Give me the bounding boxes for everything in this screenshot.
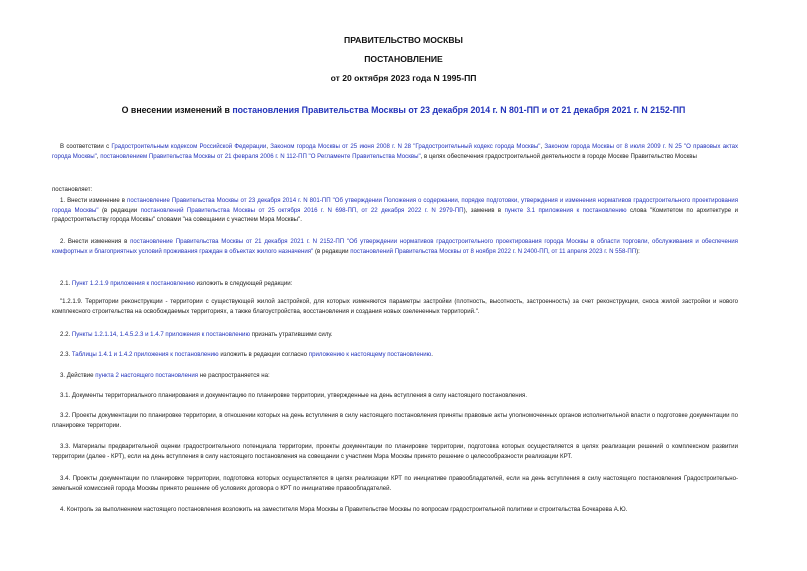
item-2-paragraph: [52, 237, 738, 256]
item-3-3-paragraph: 3.3. Материалы предварительной оценки градостроительного потенциала территории, проекты документации по планировке территории, подготовка которых осуществляется в целях реализации решений о комплексном развитии территории (далее - КРТ), если на день вступления в силу настоящего постановления на совещании с участием Мэра Москвы принято решение о целесообразности реализации КРТ.: [52, 443, 738, 460]
item-2-3-text-2: изложить в редакции согласно: [218, 351, 309, 358]
item-3-text-1: 3. Действие: [60, 372, 96, 379]
link-legal-acts-law[interactable]: Законом города Москвы от 8 июля 2009 г. N 25 "О правовых актах города Москвы": [52, 143, 738, 160]
preamble-text-5: , в целях обеспечения градостроительной деятельности в городе Москве Правительство Москвы: [420, 152, 697, 160]
link-clause-1-2-1-9[interactable]: Пункт 1.2.1.9 приложения к постановлению: [71, 280, 195, 287]
item-3-text-2: не распространяется на:: [198, 372, 270, 379]
item-3-1-paragraph: 3.1. Документы территориального планирования и документацию по планировке территории, утвержденные на день вступления в силу настоящего постановления.: [60, 392, 528, 399]
item-2-3-text-1: 2.3.: [60, 351, 72, 358]
item-3-paragraph: [52, 371, 738, 381]
item-2-2-text-2: признать утратившими силу.: [250, 331, 333, 338]
item-2-1-paragraph: [52, 279, 738, 289]
decrees-line: постановляет:: [52, 186, 93, 193]
link-grad-code-rf[interactable]: Градостроительным кодексом Российской Федерации: [111, 143, 267, 150]
preamble-text-1: В соответствии с: [60, 143, 112, 150]
link-clause-3-1[interactable]: пункте 3.1 приложения к постановлению: [504, 206, 627, 214]
date-number-heading: от 20 октября 2023 года N 1995-ПП: [330, 73, 477, 83]
item-2-1-text-2: изложить в следующей редакции:: [194, 280, 293, 287]
item-2-2-paragraph: [52, 330, 738, 340]
item-3-4-paragraph: 3.4. Проекты документации по планировке территории, подготовка которых осуществляется в целях реализации КРТ по инициативе правообладателей, если на день вступления в силу настоящего постановления Градостроительно-земельной комиссией города Москвы принято решение об условиях договора о КРТ по инициативе правообладателей.: [52, 475, 738, 492]
item-3-2-paragraph: 3.2. Проекты документации по планировке территории, в отношении которых на день вступления в силу настоящего постановления приняты правовые акты уполномоченных органов исполнительной власти о подготовке документации по планировке территории.: [52, 412, 738, 429]
item-1-text-2: (в редакции: [98, 206, 141, 214]
link-decree-801[interactable]: постановление Правительства Москвы от 23 декабря 2014 г. N 801-ПП "Об утверждении Положения о содержании, порядке подготовки, утверждения и изменения нормативов градостроительного проектирования города Москвы": [52, 197, 738, 214]
item-2-2-text-1: 2.2.: [60, 331, 72, 338]
link-appendix[interactable]: приложению к настоящему постановлению: [308, 351, 432, 358]
title-link[interactable]: постановления Правительства Москвы от 23 декабря 2014 г. N 801-ПП и от 21 декабря 2021 г. N 2152-ПП: [232, 105, 686, 115]
link-decrees-698-2979[interactable]: постановлений Правительства Москвы от 25 октября 2016 г. N 698-ПП, от 22 декабря 2022 г. N 2979-ПП: [140, 206, 464, 214]
title-text: О внесении изменений в: [121, 105, 233, 115]
item-4-paragraph: 4. Контроль за выполнением настоящего постановления возложить на заместителя Мэра Москвы в Правительстве Москвы по вопросам градостроительной политики и строительства Бочкарева А.Ю.: [60, 506, 628, 513]
item-2-1-text-1: 2.1.: [60, 280, 72, 287]
item-1-text-4: слова "Комитетом по архитектуре и градостроительству города Москвы" словами "на совещании с участием Мэра Москвы".: [52, 206, 738, 224]
link-decree-2152[interactable]: постановление Правительства Москвы от 21 декабря 2021 г. N 2152-ПП "Об утверждении нормативов градостроительного проектирования города Москвы в области торговли, обслуживания и обеспечения комфортных и благоприятных условий проживания граждан в объектах жилого назначения": [52, 238, 738, 255]
preamble-text-2: ,: [266, 143, 271, 150]
link-tables-1-4[interactable]: Таблицы 1.4.1 и 1.4.2 приложения к постановлению: [71, 351, 219, 358]
item-1-paragraph: [52, 196, 738, 225]
link-clauses-repealed[interactable]: Пункты 1.2.1.14, 1.4.5.2.3 и 1.4.7 приложения к постановлению: [71, 331, 251, 338]
government-heading: ПРАВИТЕЛЬСТВО МОСКВЫ: [344, 35, 463, 45]
link-decrees-2400-558[interactable]: постановлений Правительства Москвы от 8 ноября 2022 г. N 2400-ПП, от 11 апреля 2023 г. N 558-ПП: [350, 247, 637, 255]
item-1-text-3: ), заменив в: [463, 206, 505, 214]
preamble-text-3: ,: [540, 143, 545, 150]
preamble-paragraph: [52, 142, 738, 161]
item-2-3-text-3: .: [431, 351, 433, 358]
document-type-heading: ПОСТАНОВЛЕНИЕ: [364, 54, 443, 64]
item-2-text-3: ):: [636, 247, 640, 255]
link-clause-2[interactable]: пункта 2 настоящего постановления: [95, 372, 199, 379]
item-1-text-1: 1. Внести изменение в: [60, 197, 128, 204]
document-title: [0, 105, 807, 115]
link-moscow-grad-code[interactable]: Законом города Москвы от 25 июня 2008 г. N 28 "Градостроительный кодекс города Москвы": [270, 143, 541, 150]
link-regulations-decree[interactable]: постановлением Правительства Москвы от 21 февраля 2006 г. N 112-ПП "О Регламенте Правительства Москвы": [100, 152, 421, 160]
item-2-3-paragraph: [52, 350, 738, 360]
item-2-text-1: 2. Внести изменения в: [60, 238, 131, 245]
quote-paragraph: "1.2.1.9. Территории реконструкции - территории с существующей жилой застройкой, для которых изменяются параметры застройки (плотность, высотность, застроенность) за счет реконструкции, сноса жилой застройки и нового комплексного строительства на освобождаемых территориях, а также благоустройства, восстановления и создания новых озелененных территорий.".: [52, 298, 738, 315]
item-2-text-2: (в редакции: [313, 247, 351, 255]
preamble-text-4: ,: [96, 152, 101, 160]
